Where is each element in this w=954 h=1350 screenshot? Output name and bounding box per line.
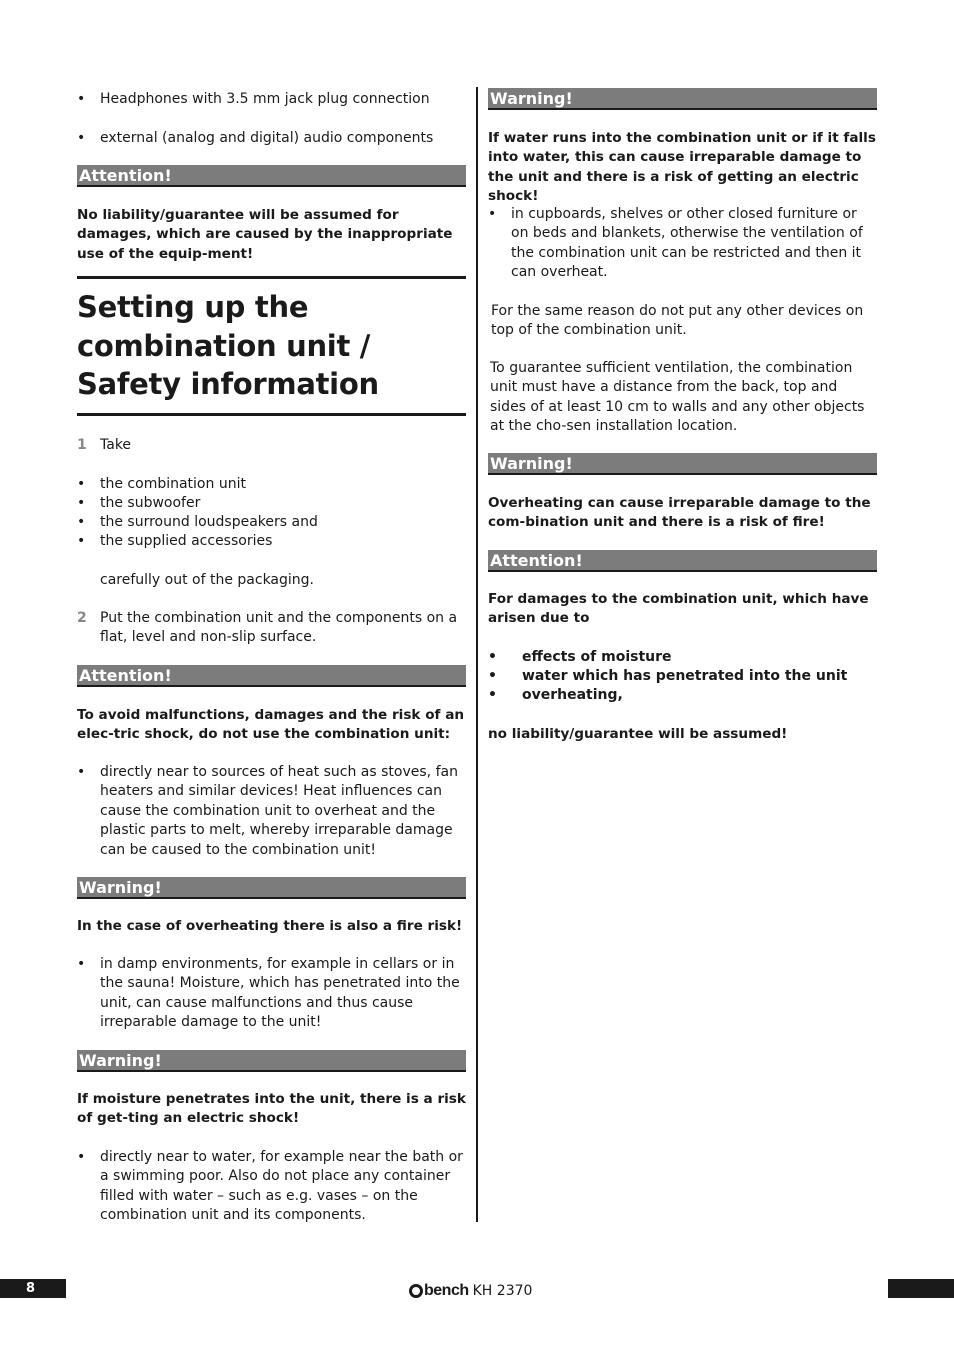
list-item: • directly near to sources of heat such as stoves, fan heaters and similar devices! Heat influences can cause the combination unit to overheat and the plastic parts to melt, whereby irreparable damage can be caused to the combination unit! (77, 764, 458, 858)
attention-text: No liability/guarantee will be assumed for damages, which are caused by the inappropriate use of the equip-ment! (77, 207, 453, 262)
list-item: • in cupboards, shelves or other closed furniture or on beds and blankets, otherwise the ventilation of the combination unit can be restricted and then it can overheat. (488, 206, 863, 281)
list-item: • the subwoofer (77, 495, 201, 511)
warning-bar: Warning! (488, 453, 877, 475)
list-item: • water which has penetrated into the unit (488, 668, 848, 684)
list-item: • the combination unit (77, 476, 246, 492)
page-number: 8 (0, 1279, 66, 1298)
attention-text: For damages to the combination unit, which have arisen due to (488, 591, 869, 627)
paragraph: For the same reason do not put any other devices on top of the combination unit. (491, 303, 864, 339)
brand-logo-icon (409, 1284, 423, 1298)
warning-text: If moisture penetrates into the unit, there is a risk of get-ting an electric shock! (77, 1091, 466, 1127)
step-2: 2 Put the combination unit and the components on a flat, level and non-slip surface. (77, 610, 458, 646)
warning-text: If water runs into the combination unit or if it falls into water, this can cause irreparable damage to the unit and there is a risk of getting an electric shock! (488, 130, 876, 205)
warning-bar: Warning! (77, 877, 466, 899)
list-item: • Headphones with 3.5 mm jack plug connection (77, 91, 430, 107)
list-item: • directly near to water, for example near the bath or a swimming poor. Also do not place any container filled with water – such as e.g. vases – on the combination unit and its components. (77, 1149, 463, 1224)
list-item: • overheating, (488, 687, 623, 703)
list-item: • the supplied accessories (77, 533, 273, 549)
attention-text: To avoid malfunctions, damages and the risk of an elec-tric shock, do not use the combination unit: (77, 707, 465, 743)
list-item: • in damp environments, for example in cellars or in the sauna! Moisture, which has penetrated into the unit, can cause malfunctions and thus cause irreparable damage to the unit! (77, 956, 460, 1031)
section-heading: Setting up the combination unit / Safety information (77, 290, 379, 401)
attention-bar: Attention! (488, 550, 877, 572)
warning-text: Overheating can cause irreparable damage to the com-bination unit and there is a risk of fire! (488, 495, 871, 531)
attention-bar: Attention! (77, 665, 466, 687)
column-divider (476, 87, 478, 1222)
heading-top-rule (77, 276, 466, 279)
model-number: KH 2370 (472, 1283, 533, 1299)
brand-logo: bench (424, 1282, 469, 1299)
warning-bar: Warning! (488, 88, 877, 110)
heading-bottom-rule (77, 413, 466, 416)
list-item: • effects of moisture (488, 649, 672, 665)
warning-text: In the case of overheating there is also a fire risk! (77, 918, 463, 934)
take-tail-text: carefully out of the packaging. (100, 572, 314, 588)
paragraph: To guarantee sufficient ventilation, the combination unit must have a distance from the back, top and sides of at least 10 cm to walls and any other objects at the cho-sen installation location. (490, 360, 865, 435)
warning-bar: Warning! (77, 1050, 466, 1072)
footer-brand (409, 1281, 532, 1301)
attention-bar: Attention! (77, 165, 466, 187)
list-item: • the surround loudspeakers and (77, 514, 318, 530)
attention-tail-text: no liability/guarantee will be assumed! (488, 726, 788, 742)
footer-block (888, 1279, 954, 1298)
step-1: 1 Take (77, 437, 132, 453)
list-item: • external (analog and digital) audio components (77, 130, 434, 146)
